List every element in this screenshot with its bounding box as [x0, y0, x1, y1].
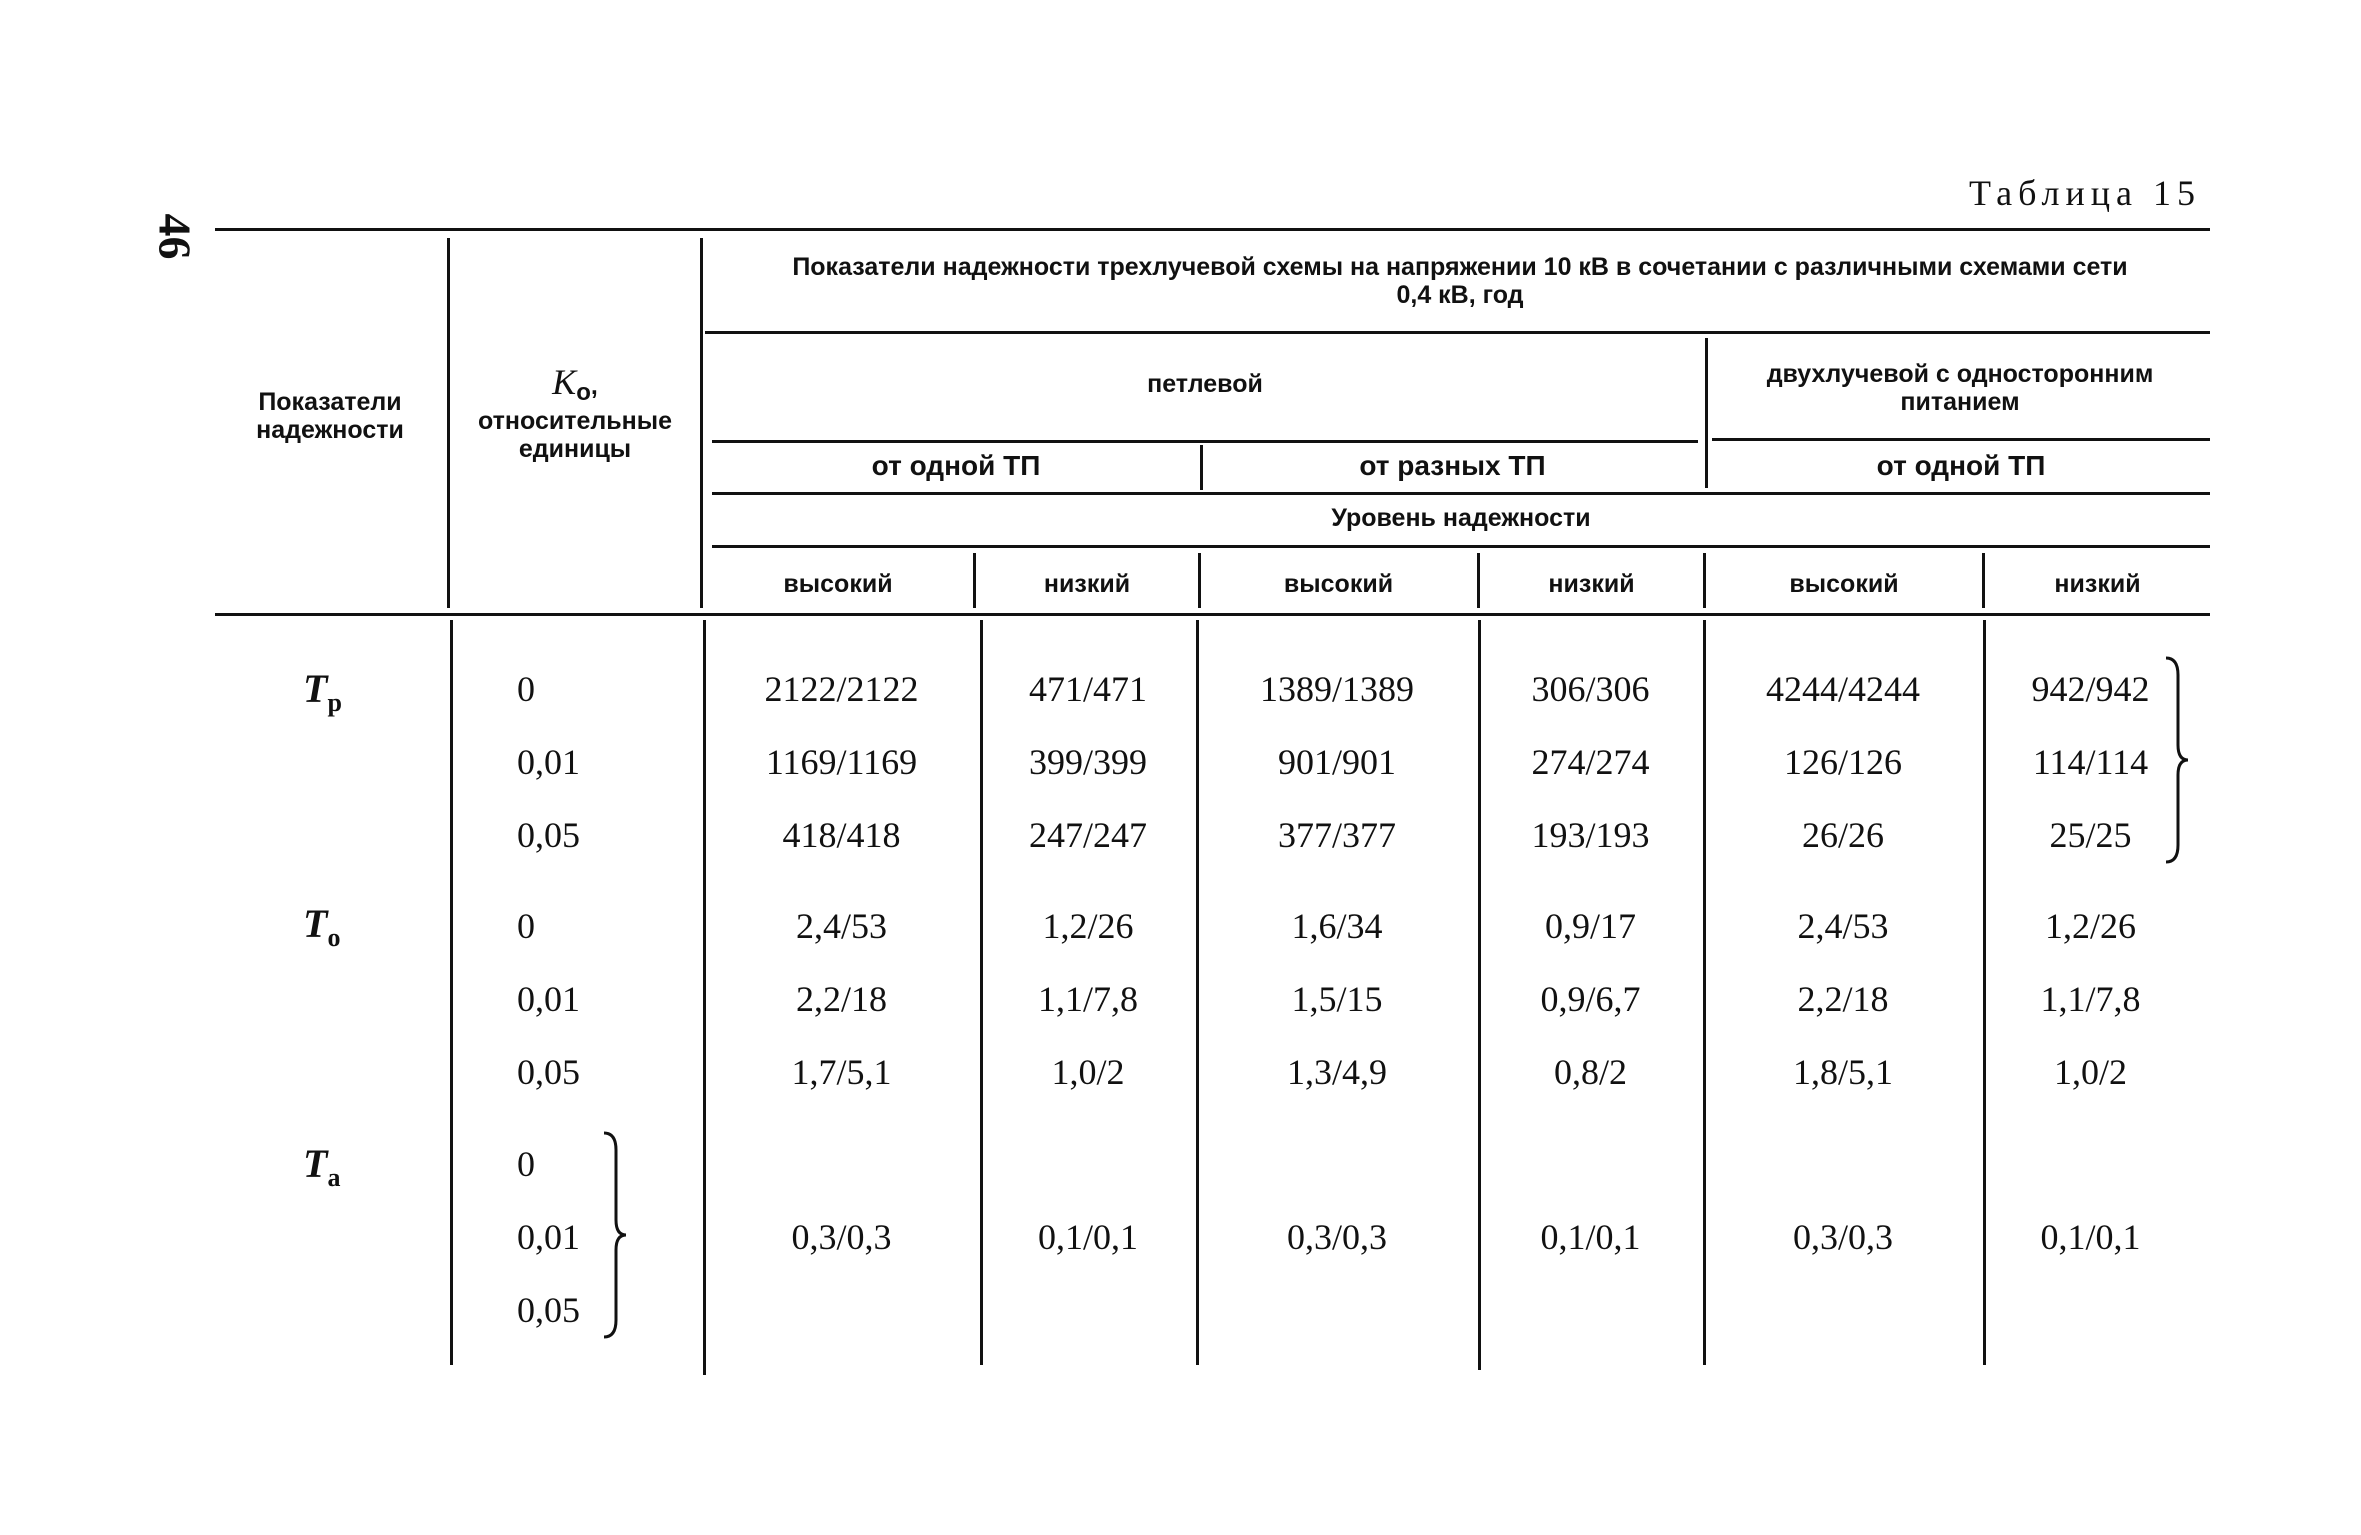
level-high-1: высокий	[783, 570, 893, 598]
table-cell: 247/247	[1028, 815, 1147, 855]
table-cell: 2,2/18	[795, 979, 887, 1019]
table-cell: 114/114	[2032, 742, 2149, 782]
table-cell: 0,1/0,1	[2040, 1217, 2141, 1257]
table-cell: 1,5/15	[1291, 979, 1383, 1019]
table-cell: 274/274	[1531, 742, 1650, 782]
table-cell: 1,8/5,1	[1792, 1052, 1893, 1092]
body-vrule-1	[450, 620, 453, 1365]
table-cell: 2,2/18	[1797, 979, 1889, 1019]
table-cell: 1,0/2	[1051, 1052, 1125, 1092]
table-cell: 4244/4244	[1765, 669, 1920, 709]
table-cell: 901/901	[1277, 742, 1396, 782]
level-low-1: низкий	[1043, 570, 1131, 598]
table-cell: 0,1/0,1	[1540, 1217, 1641, 1257]
table-cell: 0,3/0,3	[1792, 1217, 1893, 1257]
row-label-tp-sub: р	[327, 688, 342, 717]
k-subscript: о	[576, 379, 591, 406]
row-label-to	[303, 900, 340, 953]
k-value: 0,05	[517, 1052, 580, 1092]
header-indicators: Показатели надежности	[256, 388, 404, 444]
header-one-tp: от одной ТП	[871, 450, 1041, 481]
table-cell: 0,9/17	[1544, 906, 1636, 946]
vrule-groups	[1705, 338, 1708, 488]
table-cell: 942/942	[2031, 669, 2150, 709]
row-label-ta	[303, 1140, 340, 1193]
k-symbol: K	[552, 362, 577, 402]
table-cell: 126/126	[1783, 742, 1902, 782]
row-label-ta-symbol: T	[303, 1141, 328, 1186]
table-caption: Таблица 15	[1969, 173, 2201, 213]
header-bottom-rule	[215, 613, 2210, 616]
k-value: 0,01	[517, 1217, 580, 1257]
table-cell: 1,3/4,9	[1286, 1052, 1387, 1092]
table-cell: 2,4/53	[1797, 906, 1889, 946]
k-value: 0	[517, 906, 535, 946]
k-value: 0	[517, 1144, 535, 1184]
brace-ta	[600, 1130, 630, 1340]
rule-under-groups-right	[1712, 438, 2210, 441]
table-cell: 377/377	[1277, 815, 1396, 855]
table-cell: 418/418	[782, 815, 901, 855]
table-cell: 1389/1389	[1259, 669, 1414, 709]
header-loop: петлевой	[1147, 370, 1263, 398]
k-value: 0,01	[517, 979, 580, 1019]
table-cell: 0,8/2	[1553, 1052, 1627, 1092]
table-cell: 25/25	[2049, 815, 2132, 855]
rule-under-main-header	[705, 331, 2210, 334]
k-value: 0,01	[517, 742, 580, 782]
table-cell: 26/26	[1801, 815, 1884, 855]
table-cell: 0,3/0,3	[791, 1217, 892, 1257]
table-cell: 1,2/26	[1042, 906, 1134, 946]
row-label-to-sub: о	[327, 923, 341, 952]
top-rule	[215, 228, 2210, 231]
k-value: 0,05	[517, 815, 580, 855]
row-label-ta-sub: а	[327, 1163, 341, 1192]
vrule-sub	[1200, 445, 1203, 490]
header-two-beam: двухлучевой с односторонним питанием	[1766, 360, 2154, 416]
page-number: 46	[149, 213, 201, 260]
row-label-tp	[303, 665, 342, 718]
level-low-3: низкий	[2054, 570, 2141, 598]
k-value: 0,05	[517, 1290, 580, 1330]
vrule-2	[700, 238, 703, 608]
table-cell: 2122/2122	[764, 669, 919, 709]
table-cell: 1,7/5,1	[791, 1052, 892, 1092]
table-cell: 193/193	[1531, 815, 1650, 855]
row-label-tp-symbol: T	[303, 666, 328, 711]
table-cell: 1,1/7,8	[2040, 979, 2141, 1019]
rule-under-level	[712, 545, 2210, 548]
header-diff-tp: от разных ТП	[1359, 450, 1546, 481]
level-high-2: высокий	[1283, 570, 1394, 598]
k-description: относительные единицы	[478, 407, 672, 463]
header-k0: $K_о$, относительные единицы	[478, 362, 672, 463]
table-cell: 1,1/7,8	[1037, 979, 1138, 1019]
table-cell: 1,6/34	[1291, 906, 1383, 946]
row-label-to-symbol: T	[303, 901, 328, 946]
table-cell: 1,0/2	[2053, 1052, 2127, 1092]
header-level: Уровень надежности	[1331, 504, 1591, 532]
level-low-2: низкий	[1548, 570, 1635, 598]
table-cell: 399/399	[1028, 742, 1147, 782]
table-cell: 0,9/6,7	[1540, 979, 1641, 1019]
table-cell: 1169/1169	[765, 742, 918, 782]
header-main: Показатели надежности трехлучевой схемы на напряжении 10 кВ в сочетании с различными схемами сети 0,4 кВ, год	[792, 253, 2128, 309]
k-value: 0	[517, 669, 535, 709]
table-cell: 0,3/0,3	[1286, 1217, 1387, 1257]
vrule-1	[447, 238, 450, 608]
table-cell: 471/471	[1028, 669, 1147, 709]
header-one-tp-2: от одной ТП	[1876, 450, 2046, 481]
table-cell: 1,2/26	[2044, 906, 2136, 946]
rule-under-sub	[712, 492, 2210, 495]
table-cell: 2,4/53	[795, 906, 887, 946]
table-cell: 306/306	[1531, 669, 1650, 709]
level-high-3: высокий	[1789, 570, 1899, 598]
table-cell: 0,1/0,1	[1037, 1217, 1138, 1257]
rule-under-groups-left	[712, 440, 1698, 443]
